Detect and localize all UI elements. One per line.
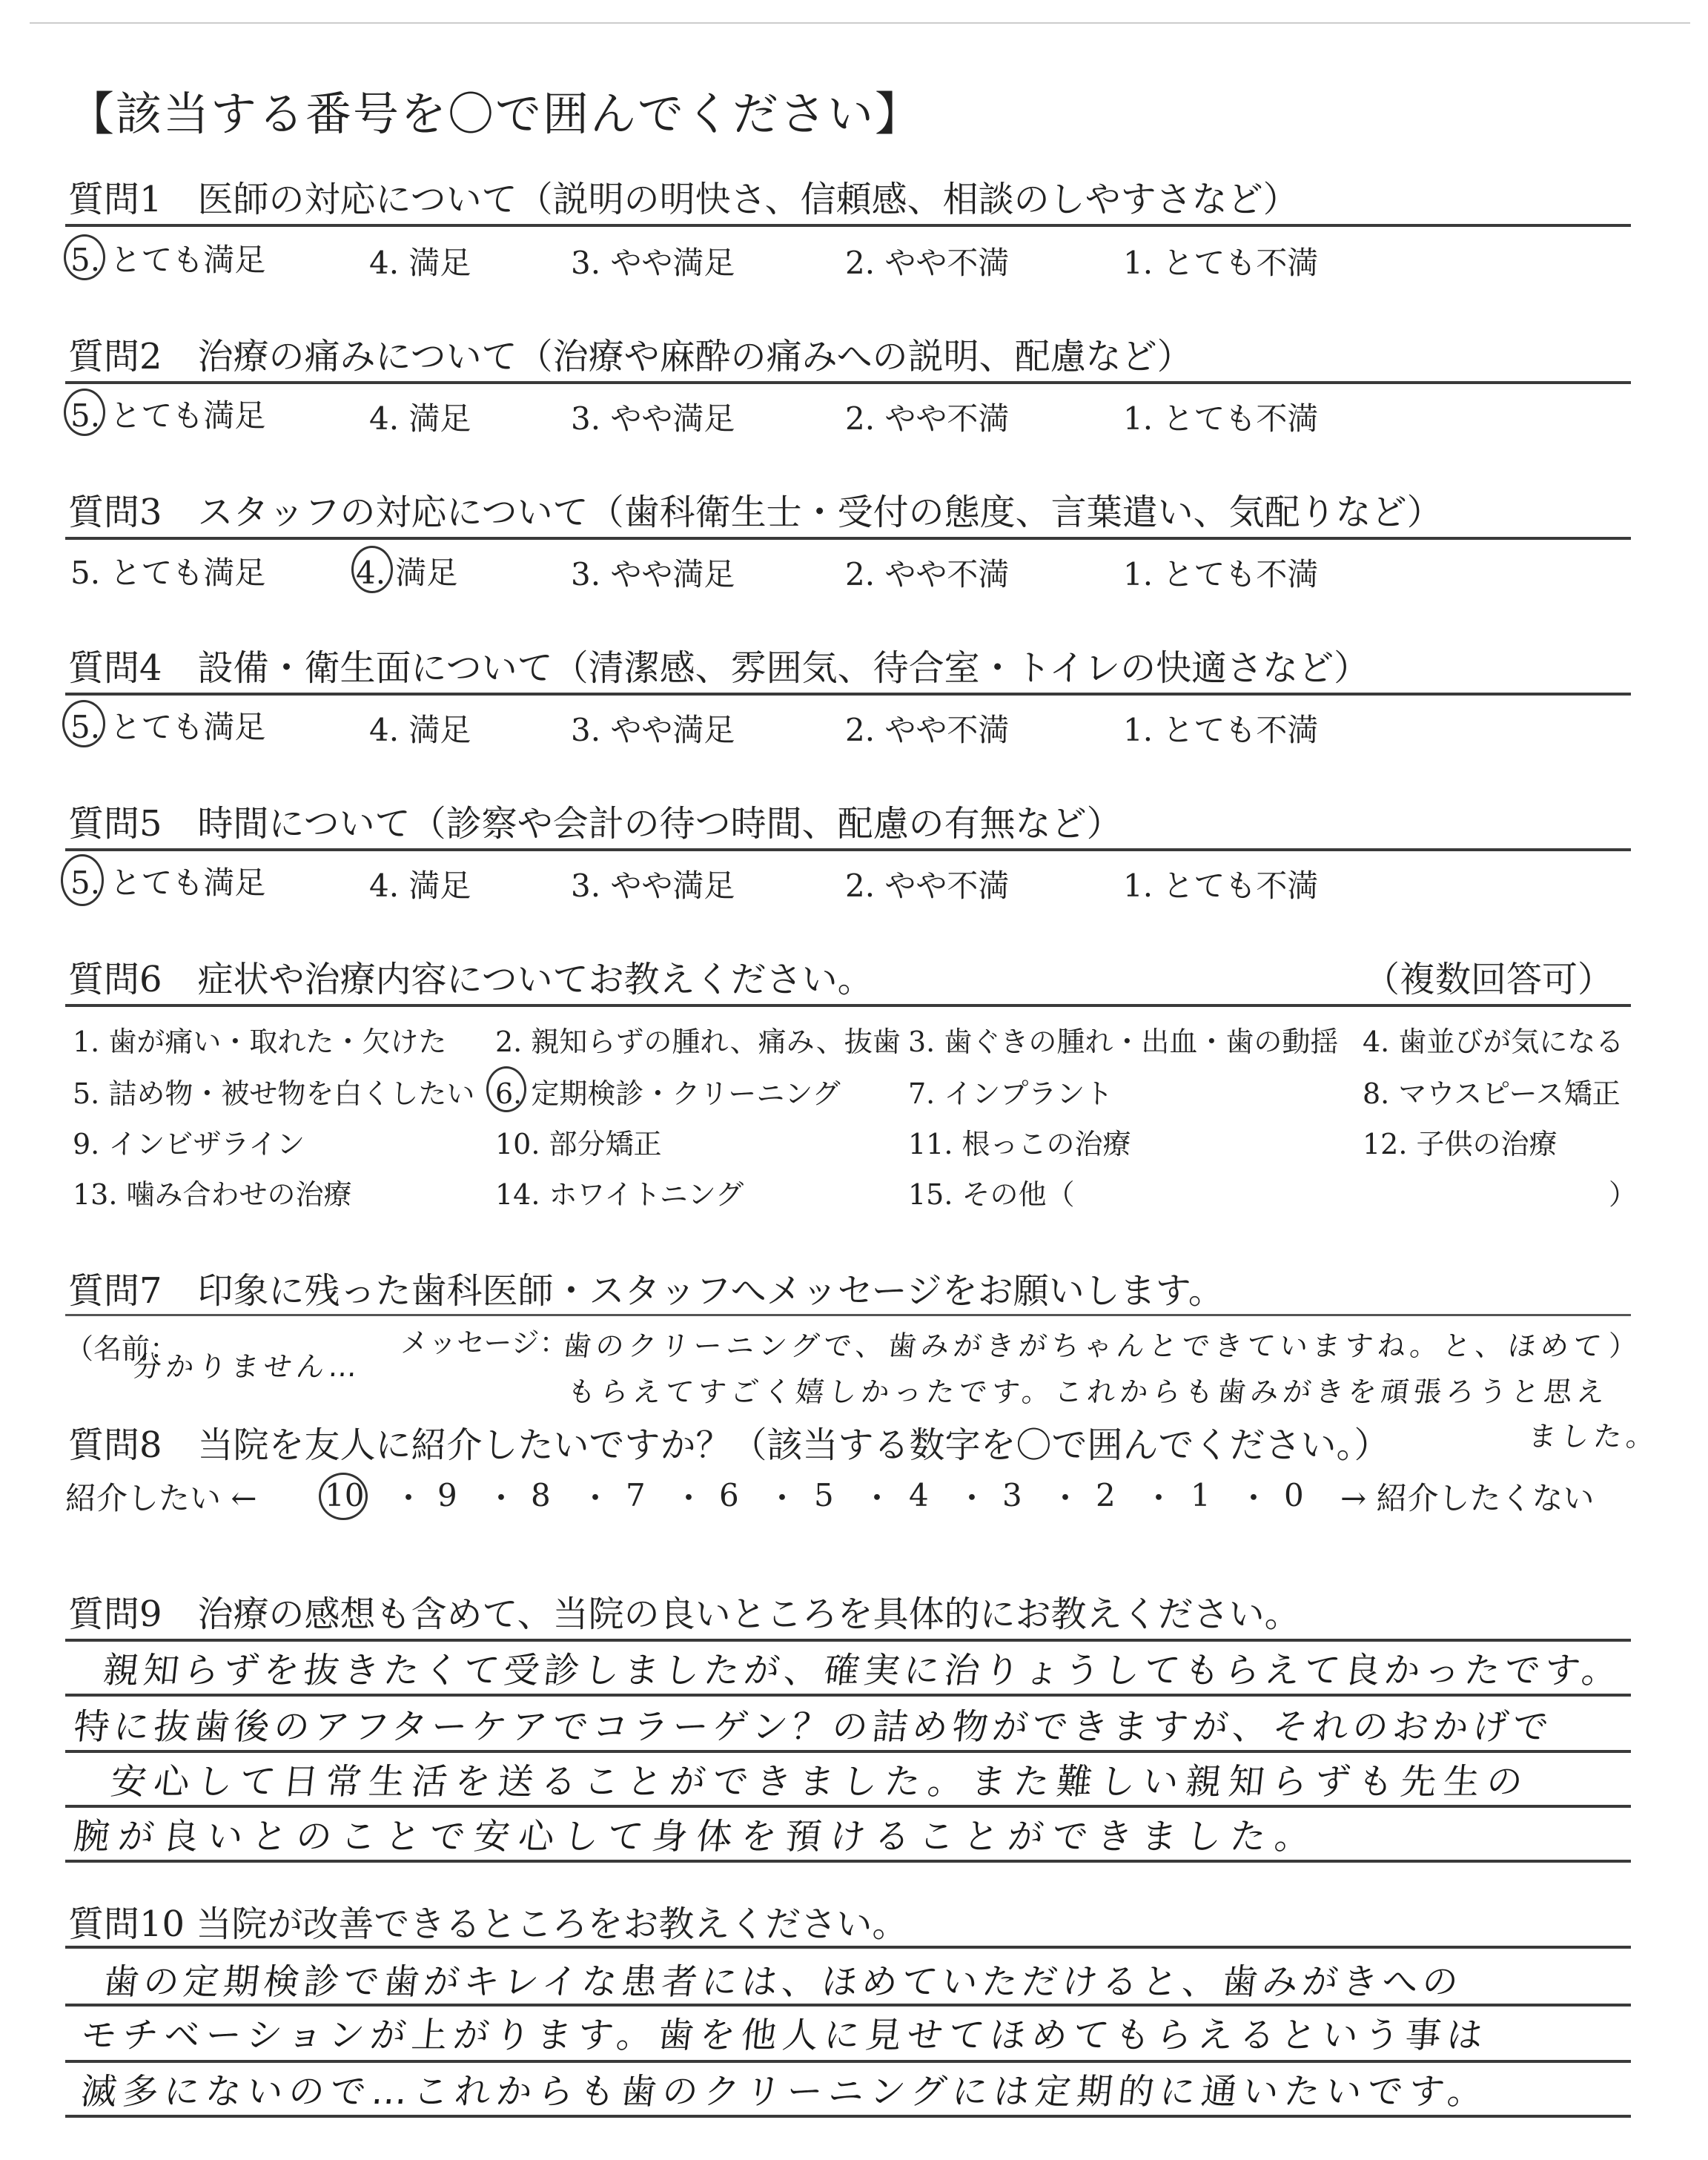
- q7-close-paren: ）: [1609, 1330, 1638, 1362]
- divider: [65, 537, 1631, 540]
- q6-item-12[interactable]: 12. 子供の治療: [1363, 1128, 1558, 1160]
- divider: [65, 381, 1631, 384]
- q1-option-4[interactable]: 4. 満足: [369, 245, 471, 281]
- q6-item-4[interactable]: 4. 歯並びが気になる: [1363, 1025, 1624, 1058]
- q4-option-5[interactable]: 5. とても満足: [70, 709, 266, 745]
- q7-name-value[interactable]: 分かりません…: [131, 1350, 363, 1383]
- q10-answer-line-1[interactable]: 歯の定期検診で歯がキレイな患者には、ほめていただけると、歯みがきへの: [101, 1961, 1465, 2003]
- question-4-label: 質問4 設備・衛生面について（清潔感、雰囲気、待合室・トイレの快適さなど）: [68, 647, 1370, 689]
- divider: [65, 1946, 1631, 1949]
- question-6-label: 質問6 症状や治療内容についてお教えください。: [68, 959, 873, 1000]
- q6-item-7[interactable]: 7. インプラント: [908, 1077, 1113, 1110]
- question-5-label: 質問5 時間について（診察や会計の待つ時間、配慮の有無など）: [68, 803, 1122, 845]
- question-7-label: 質問7 印象に残った歯科医師・スタッフへメッセージをお願いします。: [68, 1270, 1224, 1312]
- q1-option-5[interactable]: 5. とても満足: [70, 242, 266, 278]
- q1-selected-circle: [64, 234, 105, 280]
- q8-scale-3[interactable]: 3: [1002, 1477, 1022, 1513]
- q8-dot: ・: [956, 1480, 988, 1516]
- q4-option-3[interactable]: 3. やや満足: [571, 712, 735, 748]
- q1-option-2[interactable]: 2. やや不満: [845, 245, 1010, 281]
- q5-option-5[interactable]: 5. とても満足: [70, 865, 266, 901]
- q5-option-3[interactable]: 3. やや満足: [571, 868, 735, 904]
- q2-option-4[interactable]: 4. 満足: [369, 400, 471, 437]
- q5-option-1[interactable]: 1. とても不満: [1123, 868, 1319, 904]
- q1-option-1[interactable]: 1. とても不満: [1123, 245, 1319, 281]
- q7-message-line-3[interactable]: ました。: [1526, 1420, 1661, 1453]
- q3-selected-circle: [351, 546, 393, 593]
- q5-option-4[interactable]: 4. 満足: [369, 868, 471, 904]
- q9-answer-line-1[interactable]: 親知らずを抜きたくて受診しましたが、確実に治りょうしてもらえて良かったです。: [101, 1650, 1624, 1691]
- q6-item-8[interactable]: 8. マウスピース矯正: [1363, 1077, 1621, 1110]
- q8-dot: ・: [486, 1480, 517, 1516]
- q3-option-5[interactable]: 5. とても満足: [70, 555, 266, 591]
- q8-scale-9[interactable]: 9: [437, 1477, 457, 1513]
- q6-item-6[interactable]: 6. 定期検診・クリーニング: [495, 1077, 841, 1110]
- q9-answer-line-4[interactable]: 腕が良いとのことで安心して身体を預けることができました。: [71, 1816, 1322, 1857]
- divider: [65, 848, 1631, 851]
- q5-selected-circle: [61, 854, 104, 906]
- q10-answer-line-2[interactable]: モチベーションが上がります。歯を他人に見せてほめてもらえるという事は: [79, 2015, 1491, 2056]
- q6-item-5[interactable]: 5. 詰め物・被せ物を白くしたい: [73, 1077, 475, 1110]
- divider: [65, 693, 1631, 696]
- q6-item-9[interactable]: 9. インビザライン: [73, 1128, 305, 1160]
- q6-item-2[interactable]: 2. 親知らずの腫れ、痛み、抜歯: [495, 1025, 901, 1058]
- q3-option-1[interactable]: 1. とても不満: [1123, 556, 1319, 592]
- q8-dot: ・: [861, 1480, 893, 1516]
- q6-item-1[interactable]: 1. 歯が痛い・取れた・欠けた: [73, 1025, 447, 1058]
- answer-line: [65, 1694, 1631, 1697]
- page-title: 【該当する番号を〇で囲んでください】: [68, 87, 923, 141]
- q4-option-1[interactable]: 1. とても不満: [1123, 712, 1319, 748]
- q7-message-label: メッセージ：: [400, 1327, 568, 1359]
- question-3-label: 質問3 スタッフの対応について（歯科衛生士・受付の態度、言葉遣い、気配りなど）: [68, 492, 1443, 533]
- q5-option-2[interactable]: 2. やや不満: [845, 868, 1010, 904]
- q4-option-4[interactable]: 4. 満足: [369, 712, 471, 748]
- divider: [65, 1314, 1631, 1316]
- q2-selected-circle: [64, 389, 105, 436]
- q9-answer-line-3[interactable]: 安心して日常生活を送ることができました。また難しい親知らずも先生の: [108, 1761, 1532, 1803]
- q8-selected-circle: [319, 1473, 368, 1520]
- q8-scale-8[interactable]: 8: [531, 1477, 551, 1513]
- question-8-label: 質問8 当院を友人に紹介したいですか？（該当する数字を〇で囲んでください。）: [68, 1424, 1390, 1466]
- q2-option-5[interactable]: 5. とても満足: [70, 397, 266, 434]
- question-2-label: 質問2 治療の痛みについて（治療や麻酔の痛みへの説明、配慮など）: [68, 336, 1193, 377]
- q2-option-1[interactable]: 1. とても不満: [1123, 400, 1319, 437]
- q8-scale-1[interactable]: 1: [1191, 1477, 1211, 1513]
- q6-selected-circle: [486, 1066, 526, 1112]
- q8-dot: ・: [1143, 1480, 1175, 1516]
- q6-item-11[interactable]: 11. 根っこの治療: [908, 1128, 1131, 1160]
- q6-item-14[interactable]: 14. ホワイトニング: [495, 1178, 744, 1211]
- question-6-note: （複数回答可）: [1364, 959, 1614, 1000]
- q8-scale-2[interactable]: 2: [1096, 1477, 1116, 1513]
- q6-item-15-close: ）: [1609, 1178, 1638, 1211]
- q4-selected-circle: [62, 700, 105, 747]
- q6-item-13[interactable]: 13. 噛み合わせの治療: [73, 1178, 352, 1211]
- q8-dot: ・: [393, 1480, 425, 1516]
- q8-scale-7[interactable]: 7: [626, 1477, 646, 1513]
- divider: [65, 1004, 1631, 1007]
- q6-item-15[interactable]: 15. その他（: [908, 1178, 1075, 1211]
- q8-dot: ・: [673, 1480, 705, 1516]
- answer-line: [65, 2115, 1631, 2118]
- top-edge-line: [30, 22, 1690, 24]
- q8-scale-6[interactable]: 6: [719, 1477, 739, 1513]
- q7-message-line-2[interactable]: もらえてすごく嬉しかったです。これからも歯みがきを頑張ろうと思え: [566, 1375, 1611, 1408]
- q8-scale-4[interactable]: 4: [909, 1477, 929, 1513]
- q10-answer-line-3[interactable]: 滅多にないので…これからも歯のクリーニングには定期的に通いたいです。: [79, 2071, 1492, 2113]
- q9-answer-line-2[interactable]: 特に抜歯後のアフターケアでコラーゲン？の詰め物ができますが、それのおかげで: [71, 1706, 1555, 1748]
- q8-dot: ・: [580, 1480, 612, 1516]
- q1-option-3[interactable]: 3. やや満足: [571, 245, 735, 281]
- q4-option-2[interactable]: 2. やや不満: [845, 712, 1010, 748]
- question-10-label: 質問10 当院が改善できるところをお教えください。: [68, 1903, 908, 1945]
- q2-option-3[interactable]: 3. やや満足: [571, 400, 735, 437]
- q8-scale-0[interactable]: 0: [1284, 1477, 1304, 1513]
- q7-message-line-1[interactable]: 歯のクリーニングで、歯みがきがちゃんとできていますね。と、ほめて: [561, 1330, 1608, 1362]
- q3-option-2[interactable]: 2. やや不満: [845, 556, 1010, 592]
- q3-option-3[interactable]: 3. やや満足: [571, 556, 735, 592]
- q8-dot: ・: [1050, 1480, 1082, 1516]
- q8-dot: ・: [767, 1480, 798, 1516]
- answer-line: [65, 1860, 1631, 1863]
- divider: [65, 224, 1631, 227]
- q8-dot: ・: [1238, 1480, 1270, 1516]
- q7-name-label: （名前：: [65, 1332, 179, 1365]
- q6-item-3[interactable]: 3. 歯ぐきの腫れ・出血・歯の動揺: [908, 1025, 1339, 1058]
- q6-item-10[interactable]: 10. 部分矯正: [495, 1128, 662, 1160]
- q3-option-4[interactable]: 4. 満足: [356, 555, 458, 591]
- question-1-label: 質問1 医師の対応について（説明の明快さ、信頼感、相談のしやすさなど）: [68, 179, 1299, 220]
- q8-scale-5[interactable]: 5: [814, 1477, 834, 1513]
- q8-left-label: 紹介したい ←: [65, 1480, 257, 1516]
- q8-right-label: → 紹介したくない: [1340, 1480, 1595, 1516]
- q2-option-2[interactable]: 2. やや不満: [845, 400, 1010, 437]
- q8-scale-10[interactable]: 10: [325, 1477, 365, 1513]
- question-9-label: 質問9 治療の感想も含めて、当院の良いところを具体的にお教えください。: [68, 1593, 1300, 1635]
